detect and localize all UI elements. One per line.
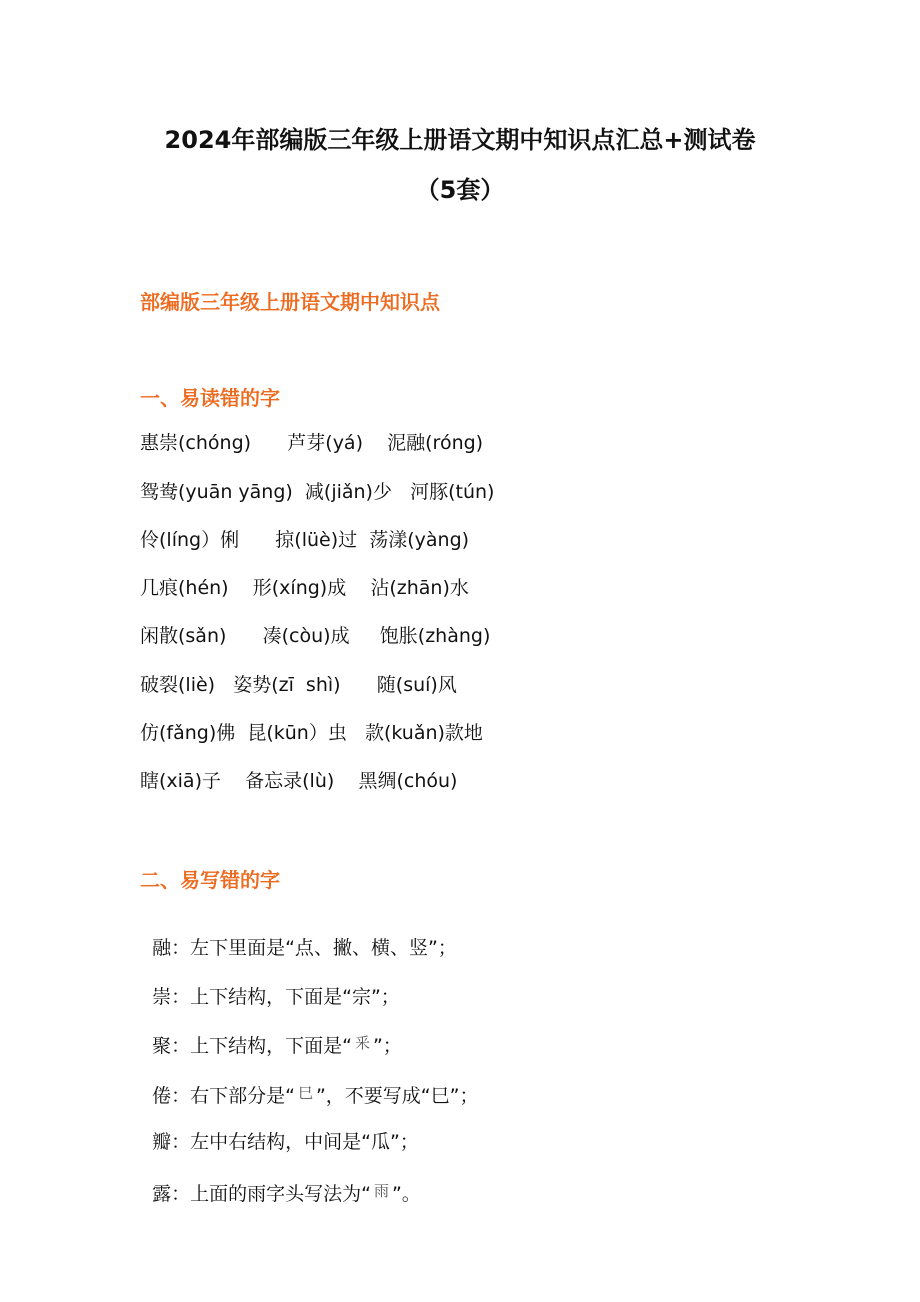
pinyin-line: 仿(fǎng)佛 昆(kūn）虫 款(kuǎn)款地 xyxy=(140,722,483,744)
writing-note xyxy=(140,1009,402,1058)
section-heading-miswritten: 二、易写错的字 xyxy=(140,868,280,892)
writing-note-text: ”。 xyxy=(391,1183,421,1205)
pinyin-line: 破裂(liè) 姿势(zī shì) 随(suí)风 xyxy=(140,674,457,696)
writing-note xyxy=(140,1105,419,1154)
writing-note-text: ”，不要写成“巳”； xyxy=(315,1085,479,1107)
subtitle-heading: 部编版三年级上册语文期中知识点 xyxy=(140,290,440,314)
pinyin-line: 几痕(hén) 形(xíng)成 沾(zhān)水 xyxy=(140,577,469,599)
writing-note xyxy=(140,1059,478,1108)
document-title: 2024年部编版三年级上册语文期中知识点汇总+测试卷 xyxy=(164,126,756,154)
section-heading-misread: 一、易读错的字 xyxy=(140,386,280,410)
pinyin-line: 鸳鸯(yuān yāng) 减(jiǎn)少 河豚(tún) xyxy=(140,481,495,503)
writing-note-text: 倦：右下部分是“ xyxy=(152,1085,295,1107)
pinyin-line: 瞎(xiā)子 备忘录(lù) 黑绸(chóu) xyxy=(140,770,458,792)
character-part-image: 雨 xyxy=(373,1182,389,1200)
pinyin-line: 惠崇(chóng) 芦芽(yá) 泥融(róng) xyxy=(140,432,484,454)
document-title-sets: （5套） xyxy=(415,176,505,204)
writing-note-text: 崇：上下结构，下面是“宗”； xyxy=(152,986,400,1008)
pinyin-line: 伶(líng）俐 掠(lüè)过 荡漾(yàng) xyxy=(140,529,470,551)
writing-note xyxy=(140,1157,421,1206)
writing-note-text: ”； xyxy=(372,1035,402,1057)
character-part-image: 巳 xyxy=(297,1084,313,1102)
writing-note xyxy=(140,960,400,1009)
pinyin-line: 闲散(sǎn) 凑(còu)成 饱胀(zhàng) xyxy=(140,625,491,647)
writing-note xyxy=(140,911,457,960)
writing-note-text: 聚：上下结构，下面是“ xyxy=(152,1035,352,1057)
writing-note-text: 融：左下里面是“点、撇、横、竖”； xyxy=(152,937,457,959)
character-part-image: 釆 xyxy=(354,1034,370,1052)
writing-note-text: 露：上面的雨字头写法为“ xyxy=(152,1183,371,1205)
writing-note-text: 瓣：左中右结构，中间是“瓜”； xyxy=(152,1131,419,1153)
